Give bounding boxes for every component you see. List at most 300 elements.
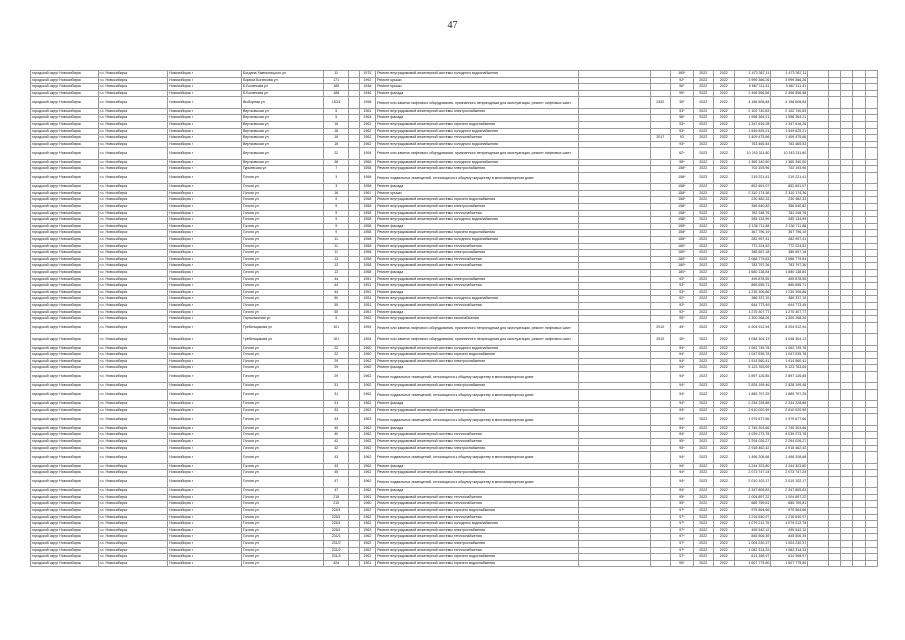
table-cell: городской округ Новосибирск bbox=[31, 276, 99, 283]
table-cell: 702 193,96 bbox=[771, 166, 808, 173]
table-cell bbox=[808, 309, 828, 316]
table-cell: 2022 bbox=[693, 371, 713, 382]
table-cell: 1 347 616,28 bbox=[734, 121, 771, 128]
table-cell: 2022 bbox=[714, 547, 734, 554]
table-cell bbox=[578, 84, 650, 91]
table-cell bbox=[349, 547, 359, 554]
table-cell bbox=[853, 560, 865, 567]
table-cell bbox=[840, 289, 852, 296]
table-cell: 2022 bbox=[693, 334, 713, 345]
table-cell bbox=[349, 210, 359, 217]
table-cell: 94* bbox=[671, 389, 694, 400]
table-cell bbox=[840, 184, 852, 191]
table-cell bbox=[578, 172, 650, 183]
table-cell: Вертковская ул bbox=[241, 128, 323, 135]
table-cell bbox=[853, 283, 865, 290]
table-cell: 130/1 bbox=[323, 97, 349, 108]
table-cell bbox=[349, 401, 359, 408]
table-cell bbox=[853, 401, 865, 408]
table-cell bbox=[578, 230, 650, 237]
table-cell: 2022 bbox=[693, 554, 713, 561]
table-cell bbox=[578, 401, 650, 408]
table-cell: 2 102 740,83 bbox=[771, 108, 808, 115]
table-cell: 2022 bbox=[714, 445, 734, 452]
table-cell: Новосибирск г bbox=[168, 309, 242, 316]
table-cell: 94* bbox=[671, 432, 694, 439]
table-cell bbox=[840, 309, 852, 316]
table-cell bbox=[865, 439, 877, 446]
table-cell: г.о. Новосибирск bbox=[98, 452, 168, 463]
table-cell bbox=[808, 243, 828, 250]
table-cell: 2910 bbox=[650, 322, 670, 333]
table-cell bbox=[828, 289, 840, 296]
table-cell bbox=[349, 322, 359, 333]
table-cell: Гурьевская ул bbox=[241, 166, 323, 173]
table-cell: 3 bbox=[323, 184, 349, 191]
table-cell bbox=[349, 527, 359, 534]
table-cell: Новосибирск г bbox=[168, 263, 242, 270]
table-cell bbox=[578, 204, 650, 211]
table-cell bbox=[853, 184, 865, 191]
table-cell: городской округ Новосибирск bbox=[31, 302, 99, 309]
table-cell: 2022 bbox=[714, 540, 734, 547]
table-cell bbox=[828, 71, 840, 78]
table-cell: г.о. Новосибирск bbox=[98, 501, 168, 508]
table-cell: Ремонт фасада bbox=[376, 463, 579, 470]
table-cell: 1 079 212,76 bbox=[734, 521, 771, 528]
table-cell: 2022 bbox=[693, 439, 713, 446]
table-cell bbox=[578, 439, 650, 446]
table-cell: 2022 bbox=[714, 476, 734, 487]
table-cell bbox=[865, 217, 877, 224]
table-cell: 644 773,49 bbox=[771, 302, 808, 309]
table-cell: Ремонт внутридомовой инженерной системы электроснабжения bbox=[376, 166, 579, 173]
table-cell bbox=[853, 172, 865, 183]
table-cell bbox=[578, 166, 650, 173]
table-cell bbox=[840, 389, 852, 400]
table-cell: 2022 bbox=[714, 276, 734, 283]
table-cell: 2022 bbox=[714, 494, 734, 501]
table-cell: г.о. Новосибирск bbox=[98, 289, 168, 296]
table-cell bbox=[853, 309, 865, 316]
table-cell: Гоголя ул bbox=[241, 276, 323, 283]
table-cell: 31 bbox=[323, 389, 349, 400]
table-cell: Гоголя ул bbox=[241, 501, 323, 508]
table-cell: Гоголя ул bbox=[241, 230, 323, 237]
table-cell bbox=[840, 352, 852, 359]
table-cell: 1962 bbox=[359, 452, 375, 463]
table-cell bbox=[578, 508, 650, 515]
table-cell bbox=[349, 445, 359, 452]
table-cell bbox=[349, 172, 359, 183]
table-cell: Ремонт внутридомовой инженерной системы электроснабжения bbox=[376, 540, 579, 547]
table-cell: 3 244 323,80 bbox=[734, 463, 771, 470]
table-cell bbox=[808, 289, 828, 296]
table-cell bbox=[808, 159, 828, 166]
table-cell: 6 204 912,94 bbox=[734, 322, 771, 333]
table-cell bbox=[865, 84, 877, 91]
table-cell: 2 244 228,88 bbox=[771, 401, 808, 408]
table-cell: 22 bbox=[323, 148, 349, 159]
table-row bbox=[31, 166, 878, 173]
table-cell bbox=[840, 470, 852, 477]
table-cell bbox=[349, 407, 359, 414]
table-cell bbox=[578, 309, 650, 316]
table-cell: Ремонт внутридомовой инженерной системы теплоснабжения bbox=[376, 243, 579, 250]
table-cell: 180* bbox=[671, 250, 694, 257]
table-cell: г.о. Новосибирск bbox=[98, 322, 168, 333]
table-cell: 1958 bbox=[359, 172, 375, 183]
table-cell bbox=[865, 534, 877, 541]
table-cell: 2022 bbox=[693, 184, 713, 191]
table-cell: Гоголя ул bbox=[241, 256, 323, 263]
table-cell: 231/2 bbox=[323, 540, 349, 547]
table-cell bbox=[840, 501, 852, 508]
table-cell bbox=[349, 141, 359, 148]
table-cell: 2 294 026,27 bbox=[771, 439, 808, 446]
table-cell bbox=[578, 97, 650, 108]
table-cell bbox=[650, 371, 670, 382]
table-cell bbox=[828, 90, 840, 97]
table-cell: г.о. Новосибирск bbox=[98, 527, 168, 534]
table-cell bbox=[578, 534, 650, 541]
table-cell bbox=[578, 322, 650, 333]
table-cell bbox=[650, 452, 670, 463]
table-cell: 2022 bbox=[693, 141, 713, 148]
table-cell bbox=[808, 371, 828, 382]
table-cell: 93* bbox=[671, 141, 694, 148]
table-cell bbox=[808, 115, 828, 122]
table-cell: 3 244 323,80 bbox=[771, 463, 808, 470]
table-cell: Гоголя ул bbox=[241, 371, 323, 382]
table-cell bbox=[865, 296, 877, 303]
table-cell bbox=[865, 204, 877, 211]
table-cell: Ремонт внутридомовой инженерной системы горячего водоснабжения bbox=[376, 352, 579, 359]
table-cell: 2 745 303,66 bbox=[771, 425, 808, 432]
table-cell: Ремонт фасада bbox=[376, 309, 579, 316]
table-cell bbox=[349, 554, 359, 561]
table-cell bbox=[650, 204, 670, 211]
table-cell: 50 bbox=[323, 302, 349, 309]
table-cell: 2022 bbox=[714, 334, 734, 345]
table-cell: 2022 bbox=[714, 97, 734, 108]
table-cell bbox=[650, 159, 670, 166]
table-cell: Новосибирск г bbox=[168, 432, 242, 439]
table-cell: 11 bbox=[323, 250, 349, 257]
table-row bbox=[31, 316, 878, 323]
table-cell: 782 248,76 bbox=[771, 210, 808, 217]
table-cell bbox=[650, 432, 670, 439]
table-cell bbox=[840, 345, 852, 352]
table-cell: 93* bbox=[671, 121, 694, 128]
table-cell: городской округ Новосибирск bbox=[31, 210, 99, 217]
table-cell: г.о. Новосибирск bbox=[98, 521, 168, 528]
table-cell: 180* bbox=[671, 263, 694, 270]
table-cell: 2022 bbox=[714, 243, 734, 250]
table-row bbox=[31, 204, 878, 211]
table-cell: 98* bbox=[671, 159, 694, 166]
table-cell: 1 549 625,21 bbox=[771, 128, 808, 135]
table-cell: 2022 bbox=[714, 121, 734, 128]
table-cell: Ремонт внутридомовой инженерной системы теплоснабжения bbox=[376, 263, 579, 270]
table-cell: Гоголя ул bbox=[241, 250, 323, 257]
table-cell: 94* bbox=[671, 452, 694, 463]
table-cell bbox=[840, 494, 852, 501]
table-cell: Новосибирск г bbox=[168, 302, 242, 309]
table-cell bbox=[865, 166, 877, 173]
table-cell: Новосибирск г bbox=[168, 283, 242, 290]
table-cell: Гоголя ул bbox=[241, 263, 323, 270]
table-cell bbox=[578, 470, 650, 477]
table-row bbox=[31, 283, 878, 290]
table-cell bbox=[650, 263, 670, 270]
table-cell: Новосибирск г bbox=[168, 414, 242, 425]
table-cell: городской округ Новосибирск bbox=[31, 560, 99, 567]
table-cell bbox=[828, 365, 840, 372]
table-cell: 2022 bbox=[714, 71, 734, 78]
table-row bbox=[31, 494, 878, 501]
table-cell bbox=[808, 521, 828, 528]
table-cell: городской округ Новосибирск bbox=[31, 534, 99, 541]
table-cell bbox=[578, 210, 650, 217]
table-row bbox=[31, 501, 878, 508]
table-cell bbox=[349, 250, 359, 257]
table-cell: Новосибирск г bbox=[168, 358, 242, 365]
table-cell bbox=[865, 432, 877, 439]
table-row bbox=[31, 289, 878, 296]
table-cell: городской округ Новосибирск bbox=[31, 371, 99, 382]
table-cell bbox=[808, 276, 828, 283]
table-cell: Горнолыжная ул bbox=[241, 316, 323, 323]
table-cell: 1958 bbox=[359, 256, 375, 263]
table-cell bbox=[840, 488, 852, 495]
table-cell bbox=[840, 554, 852, 561]
table-cell: 282 997,41 bbox=[771, 237, 808, 244]
table-cell: Гоголя ул bbox=[241, 401, 323, 408]
table-cell: г.о. Новосибирск bbox=[98, 470, 168, 477]
table-cell bbox=[808, 508, 828, 515]
table-cell: 2 496 556,58 bbox=[771, 90, 808, 97]
table-cell: 98* bbox=[671, 115, 694, 122]
table-cell: Новосибирск г bbox=[168, 289, 242, 296]
table-cell: г.о. Новосибирск bbox=[98, 432, 168, 439]
table-cell bbox=[578, 121, 650, 128]
table-cell bbox=[828, 210, 840, 217]
table-cell bbox=[349, 289, 359, 296]
table-cell bbox=[808, 283, 828, 290]
table-cell: Новосибирск г bbox=[168, 527, 242, 534]
table-cell: 1963 bbox=[359, 316, 375, 323]
table-cell: Ремонт внутридомовой инженерной системы электроснабжения bbox=[376, 470, 579, 477]
table-row bbox=[31, 263, 878, 270]
table-cell: Новосибирск г bbox=[168, 540, 242, 547]
table-cell bbox=[808, 534, 828, 541]
table-cell bbox=[853, 263, 865, 270]
table-cell bbox=[650, 84, 670, 91]
table-cell: Ремонт внутридомовой инженерной системы теплоснабжения bbox=[376, 302, 579, 309]
table-cell: 40 bbox=[323, 432, 349, 439]
table-cell: Новосибирск г bbox=[168, 334, 242, 345]
table-cell bbox=[828, 432, 840, 439]
table-cell: Новосибирск г bbox=[168, 547, 242, 554]
table-cell bbox=[840, 527, 852, 534]
table-cell: 2022 bbox=[693, 77, 713, 84]
table-cell: Гоголя ул bbox=[241, 508, 323, 515]
table-cell: городской округ Новосибирск bbox=[31, 432, 99, 439]
table-cell bbox=[840, 322, 852, 333]
table-cell: 282 997,41 bbox=[734, 237, 771, 244]
table-cell: 1 216 640,97 bbox=[734, 514, 771, 521]
table-cell: 2022 bbox=[714, 554, 734, 561]
table-cell: 2022 bbox=[714, 560, 734, 567]
table-cell bbox=[840, 383, 852, 390]
table-cell bbox=[578, 352, 650, 359]
table-cell: городской округ Новосибирск bbox=[31, 121, 99, 128]
table-cell bbox=[840, 414, 852, 425]
table-cell: городской округ Новосибирск bbox=[31, 71, 99, 78]
table-cell: г.о. Новосибирск bbox=[98, 514, 168, 521]
table-cell: 1951 bbox=[359, 289, 375, 296]
table-cell bbox=[828, 527, 840, 534]
table-cell: городской округ Новосибирск bbox=[31, 554, 99, 561]
table-cell bbox=[840, 250, 852, 257]
table-cell: Ремонт фасада bbox=[376, 365, 579, 372]
table-cell bbox=[650, 296, 670, 303]
table-cell bbox=[828, 270, 840, 277]
table-cell bbox=[840, 108, 852, 115]
table-cell bbox=[349, 521, 359, 528]
table-cell: 47 bbox=[323, 488, 349, 495]
table-cell bbox=[650, 128, 670, 135]
table-cell bbox=[853, 463, 865, 470]
table-cell: Гоголя ул bbox=[241, 270, 323, 277]
table-cell bbox=[349, 371, 359, 382]
table-cell bbox=[349, 71, 359, 78]
table-cell: г.о. Новосибирск bbox=[98, 302, 168, 309]
table-cell bbox=[808, 439, 828, 446]
table-cell: 495 878,55 bbox=[771, 276, 808, 283]
table-cell: 2022 bbox=[693, 108, 713, 115]
table-cell: Гоголя ул bbox=[241, 210, 323, 217]
table-cell bbox=[808, 84, 828, 91]
table-cell: 1962 bbox=[359, 554, 375, 561]
table-cell bbox=[650, 172, 670, 183]
table-cell: 92* bbox=[671, 309, 694, 316]
table-cell bbox=[349, 237, 359, 244]
table-cell: г.о. Новосибирск bbox=[98, 389, 168, 400]
table-cell bbox=[840, 148, 852, 159]
table-cell: Гоголя ул bbox=[241, 534, 323, 541]
table-cell: 2022 bbox=[714, 84, 734, 91]
table-cell: 2 073 747,24 bbox=[771, 470, 808, 477]
table-cell bbox=[808, 90, 828, 97]
table-cell: 2022 bbox=[693, 71, 713, 78]
table-cell: г.о. Новосибирск bbox=[98, 210, 168, 217]
table-cell bbox=[865, 383, 877, 390]
table-cell: городской округ Новосибирск bbox=[31, 414, 99, 425]
table-cell bbox=[865, 97, 877, 108]
table-cell: городской округ Новосибирск bbox=[31, 204, 99, 211]
table-cell: 2 136 711,88 bbox=[734, 223, 771, 230]
table-cell: 231/2 bbox=[323, 547, 349, 554]
table-cell: 50 bbox=[323, 309, 349, 316]
table-cell: 5 bbox=[323, 115, 349, 122]
table-cell: Гоголя ул bbox=[241, 494, 323, 501]
table-cell bbox=[840, 135, 852, 142]
table-cell bbox=[650, 352, 670, 359]
table-cell: 1 235 306,86 bbox=[734, 289, 771, 296]
table-cell bbox=[349, 223, 359, 230]
table-cell: Новосибирск г bbox=[168, 389, 242, 400]
table-cell bbox=[840, 439, 852, 446]
table-cell bbox=[650, 365, 670, 372]
table-cell: 94* bbox=[671, 407, 694, 414]
table-cell bbox=[828, 97, 840, 108]
table-cell: городской округ Новосибирск bbox=[31, 289, 99, 296]
table-cell: Ремонт внутридомовой инженерной системы теплоснабжения bbox=[376, 135, 579, 142]
table-cell bbox=[808, 172, 828, 183]
table-cell bbox=[865, 243, 877, 250]
table-cell: Ремонт внутридомовой инженерной системы электроснабжения bbox=[376, 383, 579, 390]
table-cell: Ремонт внутридомовой инженерной системы электроснабжения bbox=[376, 358, 579, 365]
table-cell bbox=[349, 121, 359, 128]
table-cell bbox=[865, 115, 877, 122]
table-cell bbox=[840, 316, 852, 323]
table-cell bbox=[865, 554, 877, 561]
table-cell: Новосибирск г bbox=[168, 166, 242, 173]
table-cell: Новосибирск г bbox=[168, 71, 242, 78]
table-cell bbox=[808, 270, 828, 277]
table-cell: г.о. Новосибирск bbox=[98, 270, 168, 277]
table-cell bbox=[808, 223, 828, 230]
table-cell: 5 667 111,41 bbox=[734, 84, 771, 91]
table-cell bbox=[808, 237, 828, 244]
table-cell bbox=[853, 534, 865, 541]
table-cell bbox=[853, 508, 865, 515]
table-cell: 1 607 775,80 bbox=[734, 560, 771, 567]
table-cell: 2022 bbox=[714, 108, 734, 115]
table-cell: Ремонт внутридомовой инженерной системы теплоснабжения bbox=[376, 439, 579, 446]
table-cell: 43 bbox=[323, 463, 349, 470]
table-cell: 285 134,99 bbox=[771, 217, 808, 224]
table-row bbox=[31, 230, 878, 237]
table-cell bbox=[840, 276, 852, 283]
table-cell: г.о. Новосибирск bbox=[98, 414, 168, 425]
table-cell: Гоголя ул bbox=[241, 217, 323, 224]
table-cell: 4 048 304,13 bbox=[771, 334, 808, 345]
table-cell bbox=[853, 302, 865, 309]
table-cell: 2 073 747,24 bbox=[734, 470, 771, 477]
table-cell bbox=[865, 270, 877, 277]
table-cell bbox=[578, 488, 650, 495]
table-cell bbox=[840, 432, 852, 439]
table-cell: Ремонт внутридомовой инженерной системы теплоснабжения bbox=[376, 210, 579, 217]
table-cell: 94* bbox=[671, 488, 694, 495]
table-row bbox=[31, 97, 878, 108]
table-row bbox=[31, 345, 878, 352]
table-cell bbox=[828, 276, 840, 283]
table-row bbox=[31, 463, 878, 470]
table-cell: 6 204 912,94 bbox=[771, 322, 808, 333]
table-cell: 2 310 174,36 bbox=[734, 190, 771, 197]
table-cell: г.о. Новосибирск bbox=[98, 296, 168, 303]
table-cell: Гоголя ул bbox=[241, 358, 323, 365]
table-cell bbox=[578, 128, 650, 135]
table-cell: Гоголя ул bbox=[241, 383, 323, 390]
page-number: 47 bbox=[447, 20, 458, 31]
table-cell: г.о. Новосибирск bbox=[98, 276, 168, 283]
table-cell: Гоголя ул bbox=[241, 527, 323, 534]
